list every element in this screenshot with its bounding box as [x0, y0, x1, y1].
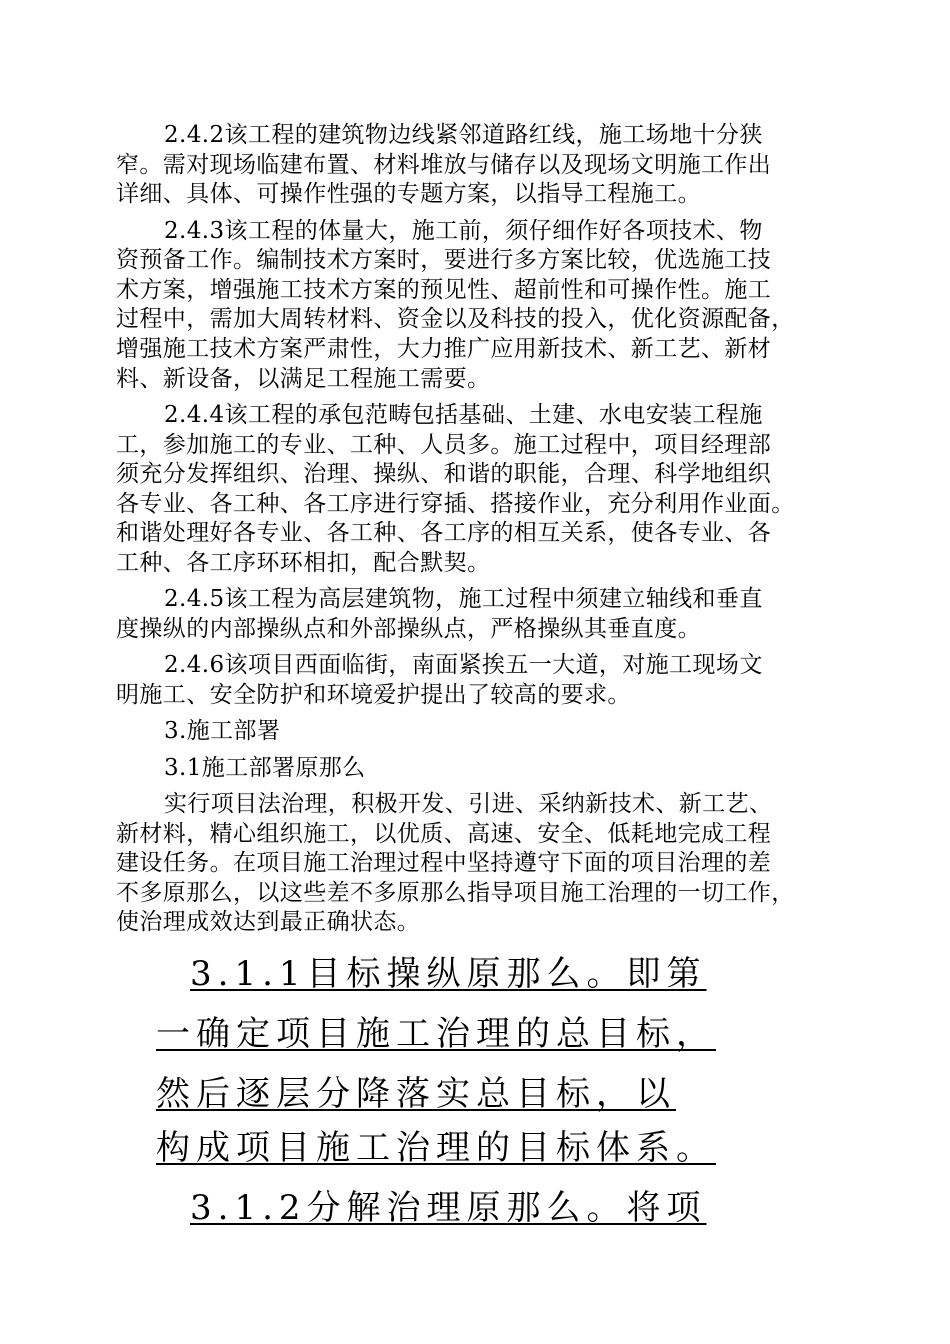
text-line: 工种、各工序环环相扣，配合默契。 [116, 549, 491, 576]
text-line: 建设任务。在项目施工治理过程中坚持遵守下面的项目治理的差 [116, 850, 772, 877]
text-line: 须充分发挥组织、治理、操纵、和谐的职能，合理、科学地组织 [116, 461, 772, 488]
text-line: 和谐处理好各专业、各工种、各工序的相互关系，使各专业、各 [116, 520, 772, 547]
large-underlined-line: 3.1.2分解治理原那么。将项 [190, 1188, 707, 1228]
text-line: 2.4.6该项目西面临街，南面紧挨五一大道，对施工现场文 [164, 652, 763, 679]
text-line: 2.4.2该工程的建筑物边线紧邻道路红线，施工场地十分狭 [164, 122, 763, 148]
text-line: 度操纵的内部操纵点和外部操纵点，严格操纵其垂直度。 [116, 615, 701, 642]
large-underlined-line: 3.1.1目标操纵原那么。即第 [190, 954, 707, 994]
subsection-heading: 3.1施工部署原那么 [164, 754, 366, 781]
text-line: 窄。需对现场临建布置、材料堆放与储存以及现场文明施工作出 [116, 151, 772, 178]
text-line: 各专业、各工种、各工序进行穿插、搭接作业，充分利用作业面。 [116, 490, 795, 517]
large-underlined-line: 构成项目施工治理的目标体系。 [156, 1128, 716, 1168]
body-text [116, 121, 851, 938]
large-underlined-line: 然后逐层分降落实总目标，以 [156, 1074, 676, 1114]
text-line: 实行项目法治理，积极开发、引进、采纳新技术、新工艺、 [164, 791, 773, 818]
text-line: 2.4.4该工程的承包范畴包括基础、土建、水电安装工程施 [164, 401, 763, 428]
text-line: 工，参加施工的专业、工种、人员多。施工过程中，项目经理部 [116, 431, 772, 458]
text-line: 明施工、安全防护和环境爱护提出了较高的要求。 [116, 681, 631, 708]
text-line: 过程中，需加大周转材料、资金以及科技的投入，优化资源配备， [116, 306, 795, 333]
text-line: 术方案，增强施工技术方案的预见性、超前性和可操作性。施工 [116, 276, 772, 303]
text-line: 新材料，精心组织施工，以优质、高速、安全、低耗地完成工程 [116, 820, 772, 847]
text-line: 资预备工作。编制技术方案时，要进行多方案比较，优选施工技 [116, 247, 772, 274]
text-line: 不多原那么，以这些差不多原那么指导项目施工治理的一切工作， [116, 879, 795, 906]
text-line: 详细、具体、可操作性强的专题方案，以指导工程施工。 [116, 181, 701, 208]
large-underlined-line: 一确定项目施工治理的总目标， [156, 1014, 716, 1054]
text-line: 增强施工技术方案严肃性，大力推广应用新技术、新工艺、新材 [116, 335, 772, 362]
text-line: 2.4.3该工程的体量大，施工前，须仔细作好各项技术、物 [164, 217, 763, 244]
text-line: 2.4.5该工程为高层建筑物，施工过程中须建立轴线和垂直 [164, 586, 763, 613]
text-line: 使治理成效达到最正确状态。 [116, 909, 421, 936]
text-line: 料、新设备，以满足工程施工需要。 [116, 365, 491, 392]
section-heading: 3.施工部署 [164, 718, 281, 745]
